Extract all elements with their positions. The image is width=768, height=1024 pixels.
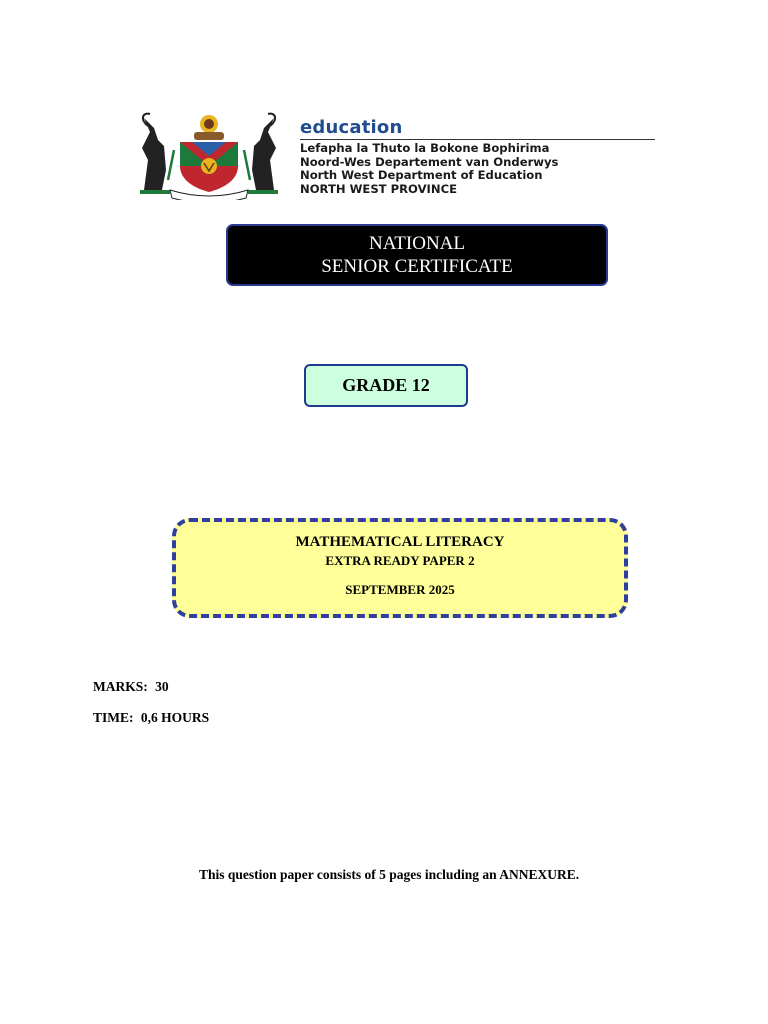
org-name-afrikaans: Noord-Wes Departement van Onderwys	[300, 154, 559, 169]
department-banner	[124, 100, 660, 208]
grade-box	[304, 364, 468, 407]
header-divider	[300, 139, 655, 140]
subject-box	[172, 518, 628, 618]
org-name-setswana: Lefapha la Thuto la Bokone Bophirima	[300, 141, 550, 155]
org-title: education	[300, 117, 403, 138]
time-label: TIME:	[93, 710, 134, 725]
time-value: 0,6 HOURS	[140, 710, 210, 725]
province-name: NORTH WEST PROVINCE	[300, 181, 458, 196]
coat-of-arms-icon	[134, 110, 284, 200]
marks-label: MARKS:	[93, 679, 148, 694]
org-name-english: North West Department of Education	[300, 168, 543, 183]
marks-value: 30	[155, 679, 169, 694]
certificate-line-2: SENIOR CERTIFICATE	[321, 256, 513, 277]
exam-date: SEPTEMBER 2025	[345, 582, 455, 597]
department-names	[300, 118, 660, 196]
paper-name: EXTRA READY PAPER 2	[325, 553, 475, 568]
subject-title: MATHEMATICAL LITERACY	[295, 534, 505, 550]
certificate-title-box	[226, 224, 608, 286]
time-line	[93, 710, 213, 726]
page-count-note: This question paper consists of 5 pages including an ANNEXURE.	[199, 867, 580, 882]
certificate-line-1: NATIONAL	[368, 233, 466, 254]
grade-label: GRADE 12	[342, 375, 430, 395]
marks-line	[93, 679, 173, 695]
